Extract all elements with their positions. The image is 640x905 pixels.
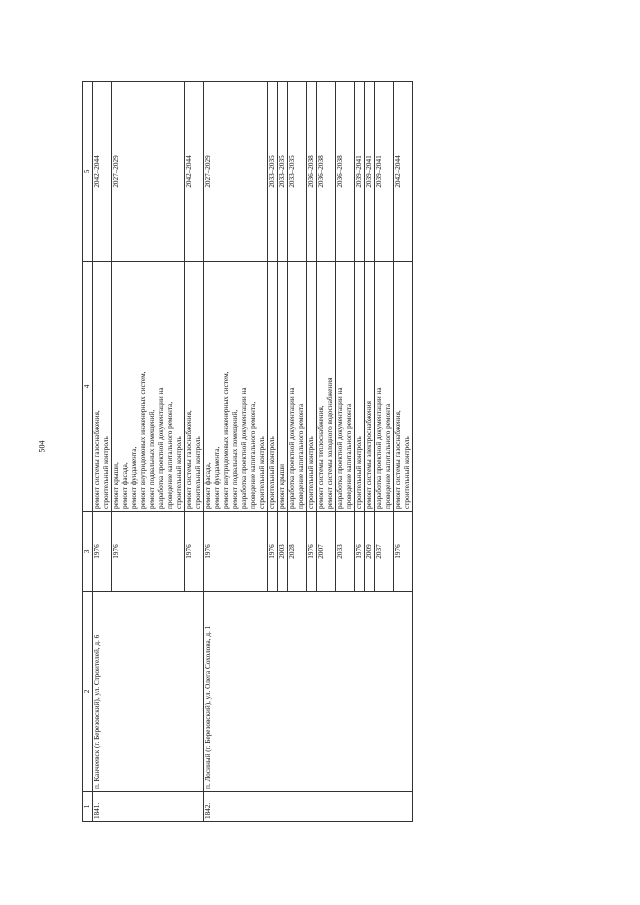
work-item: ремонт системы газоснабжения, — [93, 410, 101, 509]
work-item: строительный контроль — [175, 436, 183, 509]
year-cell: 2007 — [317, 512, 336, 592]
work-item: ремонт системы газоснабжения, — [394, 410, 402, 509]
works-cell — [365, 262, 375, 512]
work-item: проведение капитального ремонта — [345, 403, 353, 509]
period-cell: 2027–2029 — [112, 82, 185, 262]
year-cell: 1976 — [112, 512, 185, 592]
year-cell: 1976 — [204, 512, 268, 592]
work-item: строительный контроль — [403, 436, 411, 509]
period-cell: 2036–2038 — [317, 82, 336, 262]
work-item: ремонт системы электроснабжения — [365, 401, 373, 509]
address-cell: п. Лосиный (г. Березовский), ул. Олега Сохолова, д. 1 — [204, 592, 413, 792]
work-item: ремонт системы холодного водоснабжения — [326, 377, 334, 509]
work-item: проведение капитального ремонта — [384, 403, 392, 509]
work-item: ремонт фасада, — [204, 462, 212, 509]
works-cell — [355, 262, 365, 512]
period-cell: 2042–2044 — [394, 82, 413, 262]
work-item: ремонт фундамента, — [213, 446, 221, 509]
page-number: 504 — [37, 440, 47, 453]
work-item: ремонт фасада, — [121, 462, 129, 509]
work-item: строительный контроль — [307, 436, 315, 509]
year-cell: 2037 — [375, 512, 394, 592]
work-item: ремонт подвальных помещений, — [231, 409, 239, 509]
work-item: ремонт крыши — [278, 463, 286, 509]
year-cell: 1976 — [185, 512, 204, 592]
work-item: ремонт подвальных помещений, — [148, 409, 156, 509]
period-cell: 2039–2041 — [365, 82, 375, 262]
period-cell: 2039–2041 — [375, 82, 394, 262]
header-col-3: 3 — [83, 512, 93, 592]
address-cell: п. Канчеевск (г. Березовский), ул. Строителей, д. 6 — [93, 592, 204, 792]
works-cell — [185, 262, 204, 512]
work-item: строительный контроль — [268, 436, 276, 509]
header-col-2: 2 — [83, 592, 93, 792]
work-item: разработка проектной документации на — [336, 387, 344, 509]
period-cell: 2039–2041 — [355, 82, 365, 262]
works-cell — [375, 262, 394, 512]
year-cell: 1976 — [307, 512, 317, 592]
work-item: строительный контроль — [258, 436, 266, 509]
work-item: проведение капитального ремонта, — [249, 401, 257, 509]
work-item: строительный контроль — [355, 436, 363, 509]
works-cell — [317, 262, 336, 512]
work-item: ремонт внутридомовых инженерных систем, — [139, 371, 147, 509]
work-item: разработка проектной документации на — [157, 387, 165, 509]
work-item: строительный контроль — [102, 436, 110, 509]
period-cell: 2033–2035 — [268, 82, 278, 262]
work-item: разработка проектной документации на — [375, 387, 383, 509]
work-item: ремонт системы теплоснабжения, — [317, 405, 325, 509]
work-item: разработка проектной документации на — [240, 387, 248, 509]
works-cell — [204, 262, 268, 512]
period-cell: 2033–2035 — [278, 82, 288, 262]
rotated-table-container — [82, 82, 508, 822]
works-cell — [336, 262, 355, 512]
work-item: проведение капитального ремонта — [297, 403, 305, 509]
year-cell: 2033 — [336, 512, 355, 592]
year-cell: 2003 — [278, 512, 288, 592]
table-body — [83, 82, 413, 822]
year-cell: 1976 — [394, 512, 413, 592]
work-item: строительный контроль — [194, 436, 202, 509]
year-cell: 1976 — [355, 512, 365, 592]
period-cell: 2036–2038 — [307, 82, 317, 262]
work-item: разработка проектной документации на — [288, 387, 296, 509]
period-cell: 2027–2029 — [204, 82, 268, 262]
table-row — [93, 82, 112, 822]
repair-schedule-table — [82, 81, 413, 822]
work-item: ремонт внутридомовых инженерных систем, — [222, 371, 230, 509]
header-row — [83, 82, 93, 822]
year-cell: 1976 — [93, 512, 112, 592]
works-cell — [307, 262, 317, 512]
works-cell — [394, 262, 413, 512]
year-cell: 2009 — [365, 512, 375, 592]
works-cell — [112, 262, 185, 512]
table-row — [204, 82, 268, 822]
header-col-5: 5 — [83, 82, 93, 262]
work-item: ремонт фундамента, — [130, 446, 138, 509]
period-cell: 2033–2035 — [288, 82, 307, 262]
header-col-1: 1 — [83, 792, 93, 822]
works-cell — [288, 262, 307, 512]
work-item: ремонт крыши, — [112, 462, 120, 509]
work-item: проведение капитального ремонта, — [166, 401, 174, 509]
year-cell: 1976 — [268, 512, 278, 592]
works-cell — [268, 262, 278, 512]
period-cell: 2042–2044 — [93, 82, 112, 262]
period-cell: 2036–2038 — [336, 82, 355, 262]
works-cell — [93, 262, 112, 512]
year-cell: 2028 — [288, 512, 307, 592]
row-number: 1841. — [93, 792, 204, 822]
row-number: 1842. — [204, 792, 413, 822]
header-col-4: 4 — [83, 262, 93, 512]
works-cell — [278, 262, 288, 512]
period-cell: 2042–2044 — [185, 82, 204, 262]
work-item: ремонт системы газоснабжения, — [185, 410, 193, 509]
